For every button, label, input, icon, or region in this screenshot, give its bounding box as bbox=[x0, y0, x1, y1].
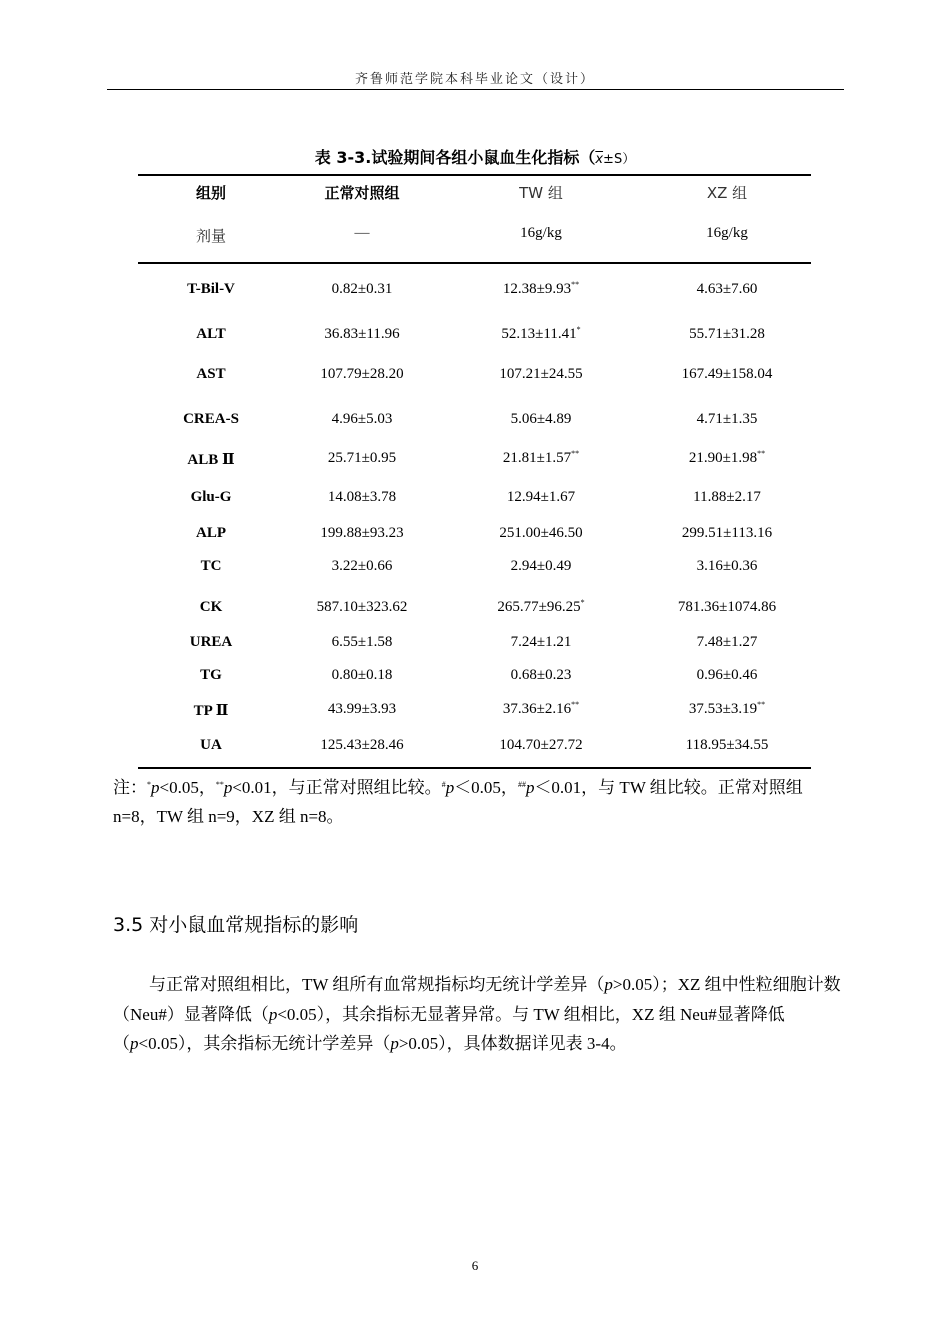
cell-tw-significance: ** bbox=[571, 700, 580, 709]
cell-normal: 25.71±0.95 bbox=[327, 450, 397, 466]
cell-tw bbox=[503, 701, 579, 718]
cell-tw-value: 251.00±46.50 bbox=[499, 525, 583, 541]
cell-xz bbox=[697, 411, 758, 428]
note-text: <0.01，与正常对照组比较。 bbox=[232, 778, 442, 797]
header-xz-group: XZ 组 bbox=[706, 184, 748, 202]
header-tw-dose: 16g/kg bbox=[520, 225, 562, 241]
cell-xz-value: 7.48±1.27 bbox=[696, 634, 758, 650]
row-name: AST bbox=[196, 366, 226, 382]
cell-normal: 3.22±0.66 bbox=[331, 558, 393, 574]
row-name: ALT bbox=[196, 326, 226, 342]
cell-tw-significance: * bbox=[580, 598, 585, 607]
cell-tw-value: 107.21±24.55 bbox=[499, 366, 583, 382]
cell-tw-value: 52.13±11.41 bbox=[501, 326, 577, 342]
cell-normal: 6.55±1.58 bbox=[331, 634, 393, 650]
cell-xz bbox=[682, 366, 773, 383]
cell-xz-value: 4.71±1.35 bbox=[696, 411, 758, 427]
table-caption bbox=[0, 145, 950, 168]
header-rule bbox=[107, 89, 844, 90]
cell-xz bbox=[693, 489, 761, 506]
row-name: TG bbox=[200, 667, 222, 683]
cell-tw bbox=[511, 634, 572, 651]
cell-normal: 587.10±323.62 bbox=[316, 599, 408, 615]
para-text: >0.05）；XZ 组中性粒细胞计数（Neu#）显著降低（ bbox=[113, 975, 841, 1024]
para-text: <0.05），其余指标无统计学差异（ bbox=[138, 1034, 391, 1053]
cell-xz-value: 167.49±158.04 bbox=[681, 366, 773, 382]
cell-tw-significance: ** bbox=[571, 280, 580, 289]
table-top-rule bbox=[138, 174, 811, 176]
cell-xz bbox=[697, 634, 758, 651]
row-name: TP Ⅱ bbox=[193, 703, 229, 719]
row-name: UREA bbox=[189, 634, 233, 650]
para-p: p bbox=[130, 1034, 139, 1053]
cell-xz bbox=[697, 558, 758, 575]
row-name: ALP bbox=[196, 525, 226, 541]
cell-xz bbox=[697, 667, 758, 684]
cell-xz bbox=[689, 701, 765, 718]
cell-normal: 199.88±93.23 bbox=[320, 525, 404, 541]
cell-normal: 0.82±0.31 bbox=[331, 281, 393, 297]
row-name: CK bbox=[199, 599, 223, 615]
cell-xz bbox=[678, 599, 776, 616]
cell-tw-value: 37.36±2.16 bbox=[502, 701, 572, 717]
note-p: p bbox=[525, 778, 535, 797]
body-paragraph bbox=[113, 970, 841, 1059]
cell-xz-value: 3.16±0.36 bbox=[696, 558, 758, 574]
para-text: >0.05），具体数据详见表 3-4。 bbox=[398, 1034, 627, 1053]
cell-tw-value: 265.77±96.25 bbox=[497, 599, 581, 615]
header-normal-group: 正常对照组 bbox=[324, 184, 400, 202]
para-p: p bbox=[268, 1004, 278, 1024]
cell-xz bbox=[686, 737, 769, 754]
running-header: 齐鲁师范学院本科毕业论文（设计） bbox=[354, 72, 595, 87]
note-lead: 注： bbox=[113, 778, 147, 797]
para-text: 与正常对照组相比，TW 组所有血常规指标均无统计学差异（ bbox=[149, 975, 605, 994]
caption-pm-s: ±S bbox=[603, 152, 623, 167]
note-sup: # bbox=[441, 780, 446, 789]
cell-xz-value: 21.90±1.98 bbox=[688, 450, 758, 466]
cell-xz-value: 11.88±2.17 bbox=[693, 489, 761, 505]
para-text: <0.05），其余指标无显著异常。与 TW 组相比，XZ 组 Neu#显著降低（ bbox=[113, 1004, 785, 1053]
cell-tw bbox=[497, 599, 584, 616]
cell-normal: 0.80±0.18 bbox=[331, 667, 393, 683]
cell-xz-significance: ** bbox=[757, 700, 766, 709]
note-text: <0.05， bbox=[159, 778, 216, 797]
note-p: p bbox=[151, 778, 160, 797]
note-sup: * bbox=[147, 780, 151, 789]
para-p: p bbox=[604, 975, 613, 994]
cell-tw bbox=[499, 525, 582, 542]
row-name: TC bbox=[200, 558, 222, 574]
row-name: Glu-G bbox=[190, 489, 232, 505]
cell-xz bbox=[689, 450, 765, 467]
cell-normal: 14.08±3.78 bbox=[327, 489, 397, 505]
cell-tw bbox=[511, 558, 572, 575]
cell-tw bbox=[501, 326, 580, 343]
note-sup: ## bbox=[517, 780, 526, 789]
cell-xz bbox=[682, 525, 772, 542]
cell-normal: 4.96±5.03 bbox=[331, 411, 393, 427]
cell-tw-significance: ** bbox=[571, 449, 580, 458]
cell-xz-value: 55.71±31.28 bbox=[689, 326, 765, 342]
cell-tw-significance: * bbox=[576, 325, 581, 334]
cell-tw-value: 12.94±1.67 bbox=[506, 489, 576, 505]
row-name: T-Bil-V bbox=[187, 281, 235, 297]
cell-xz-value: 781.36±1074.86 bbox=[677, 599, 777, 615]
para-p: p bbox=[390, 1034, 399, 1053]
cell-tw-value: 104.70±27.72 bbox=[499, 737, 583, 753]
row-name: CREA-S bbox=[183, 411, 239, 427]
cell-xz-significance: ** bbox=[757, 449, 766, 458]
cell-tw bbox=[499, 366, 582, 383]
cell-normal: 107.79±28.20 bbox=[320, 366, 404, 382]
cell-xz-value: 4.63±7.60 bbox=[696, 281, 758, 297]
note-p: p bbox=[445, 778, 455, 797]
cell-tw bbox=[499, 737, 582, 754]
cell-xz-value: 0.96±0.46 bbox=[696, 667, 758, 683]
cell-tw-value: 2.94±0.49 bbox=[510, 558, 572, 574]
cell-normal: 125.43±28.46 bbox=[320, 737, 404, 753]
cell-xz bbox=[697, 281, 758, 298]
cell-tw-value: 7.24±1.21 bbox=[510, 634, 572, 650]
cell-tw bbox=[503, 450, 579, 467]
cell-xz-value: 299.51±113.16 bbox=[681, 525, 773, 541]
page-number: 6 bbox=[471, 1258, 479, 1273]
section-heading: 3.5 对小鼠血常规指标的影响 bbox=[113, 914, 359, 936]
note-p: p bbox=[223, 778, 233, 797]
cell-tw-value: 21.81±1.57 bbox=[502, 450, 572, 466]
cell-tw-value: 12.38±9.93 bbox=[502, 281, 572, 297]
cell-tw bbox=[511, 411, 572, 428]
header-tw-group: TW 组 bbox=[519, 184, 563, 202]
note-text: ＜0.01，与 TW 组比较。正常对照组 n=8，TW 组 n=9，XZ 组 n=8。 bbox=[113, 778, 803, 826]
table-note bbox=[113, 773, 843, 831]
cell-xz-value: 118.95±34.55 bbox=[685, 737, 769, 753]
cell-tw bbox=[511, 667, 572, 684]
cell-tw-value: 5.06±4.89 bbox=[510, 411, 572, 427]
table-bottom-rule bbox=[138, 767, 811, 769]
cell-tw bbox=[503, 281, 579, 298]
cell-tw-value: 0.68±0.23 bbox=[510, 667, 572, 683]
note-text: ＜0.05， bbox=[454, 778, 518, 797]
cell-tw bbox=[507, 489, 575, 506]
table-header-rule bbox=[138, 262, 811, 264]
caption-suffix: ） bbox=[622, 152, 636, 167]
note-sup: ** bbox=[215, 780, 224, 789]
cell-normal: 36.83±11.96 bbox=[324, 326, 400, 342]
cell-xz-value: 37.53±3.19 bbox=[688, 701, 758, 717]
caption-prefix: 表 3-3.试验期间各组小鼠血生化指标（ bbox=[314, 148, 596, 167]
header-xz-dose: 16g/kg bbox=[706, 225, 748, 241]
row-name: UA bbox=[200, 737, 222, 753]
cell-xz bbox=[689, 326, 765, 343]
cell-normal: 43.99±3.93 bbox=[327, 701, 397, 717]
caption-xbar: $\overline{x}$ bbox=[595, 152, 604, 167]
header-dose-label: 剂量 bbox=[195, 227, 227, 245]
row-name: ALB Ⅱ bbox=[187, 452, 235, 468]
header-normal-dose: — bbox=[354, 225, 370, 241]
header-group-label: 组别 bbox=[195, 184, 227, 202]
